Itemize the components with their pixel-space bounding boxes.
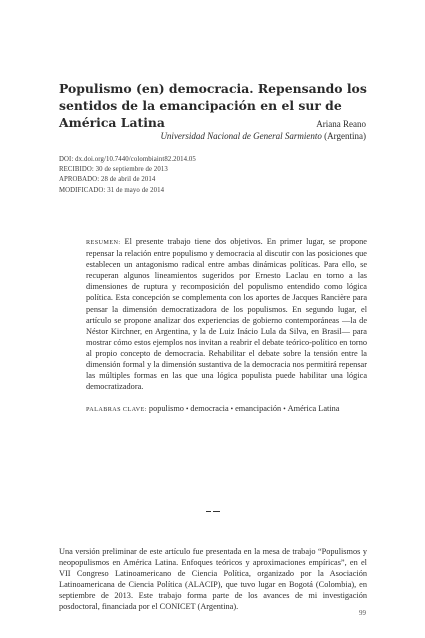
author-block	[160, 118, 366, 142]
author-affiliation-line	[160, 130, 366, 142]
article-title: Populismo (en) democracia. Repensando los sentidos de la emancipación en el sur de América Latina	[59, 81, 367, 130]
keyword-item: populismo	[148, 404, 184, 413]
article-metadata	[59, 155, 196, 196]
doi-line: DOI: dx.doi.org/10.7440/colombiaint82.2014.05	[59, 156, 196, 163]
section-divider-ornament	[206, 511, 220, 513]
modified-date: MODIFICADO: 31 de mayo de 2014	[59, 186, 165, 194]
approved-date: APROBADO: 28 de abril de 2014	[59, 176, 156, 184]
keyword-separator: •	[283, 405, 286, 413]
abstract-label: RESUMEN:	[86, 239, 121, 246]
abstract-text: El presente trabajo tiene dos objetivos. En primer lugar, se propone repensar la relación entre populismo y democracia al discutir con las posiciones que establecen un antagonismo radical entre ambas dinámicas políticas. Para ello, se recuperan algunos lineamientos sugeridos por Ernesto Laclau en torno a las dimensiones de ruptura y recomposición del populismo entendido como lógica política. Esta concepción se complementa con los aportes de Jacques Rancière para pensar la dimensión democratizadora de los populismos. En segundo lugar, el artículo se propone analizar dos experiencias de gobierno contemporáneas —la de Néstor Kirchner, en Argentina, y la de Luiz Inácio Lula da Silva, en Brasil— para mostrar cómo estos ejemplos nos invitan a reabrir el debate teórico-político en torno al propio concepto de democracia. Rehabilitar el debate sobre la tensión entre la dimensión formal y la dimensión sustantiva de la democracia nos permitirá repensar las múltiples formas en las que una lógica populista puede habilitar una lógica democratizadora.	[86, 237, 367, 392]
keyword-separator: •	[230, 405, 234, 413]
footnote: Una versión preliminar de este artículo fue presentada en la mesa de trabajo “Populismos y neopopulismos en América Latina. Enfoques teóricos y aproximaciones empíricas”, en el VII Congreso Latinoamericano de Ciencia Política, organizado por la Asociación Latinoamericana de Ciencia Política (ALACIP), que tuvo lugar en Bogotá (Colombia), en septiembre de 2013. Este trabajo forma parte de los avances de mi investigación posdoctoral, financiada por el CONICET (Argentina).	[59, 547, 367, 612]
keyword-item: América Latina	[287, 404, 340, 413]
keyword-item: emancipación	[235, 404, 282, 413]
keywords-label: PALABRAS CLAVE:	[86, 406, 147, 413]
author-name: Ariana Reano	[316, 119, 366, 129]
keywords	[86, 403, 367, 415]
author-country: (Argentina)	[321, 131, 366, 141]
received-date: RECIBIDO: 30 de septiembre de 2013	[59, 166, 168, 174]
keyword-separator: •	[185, 405, 189, 413]
abstract	[86, 236, 367, 392]
page-number: 99	[359, 609, 366, 617]
author-affiliation: Universidad Nacional de General Sarmiento	[160, 131, 322, 141]
keyword-item: democracia	[190, 404, 229, 413]
